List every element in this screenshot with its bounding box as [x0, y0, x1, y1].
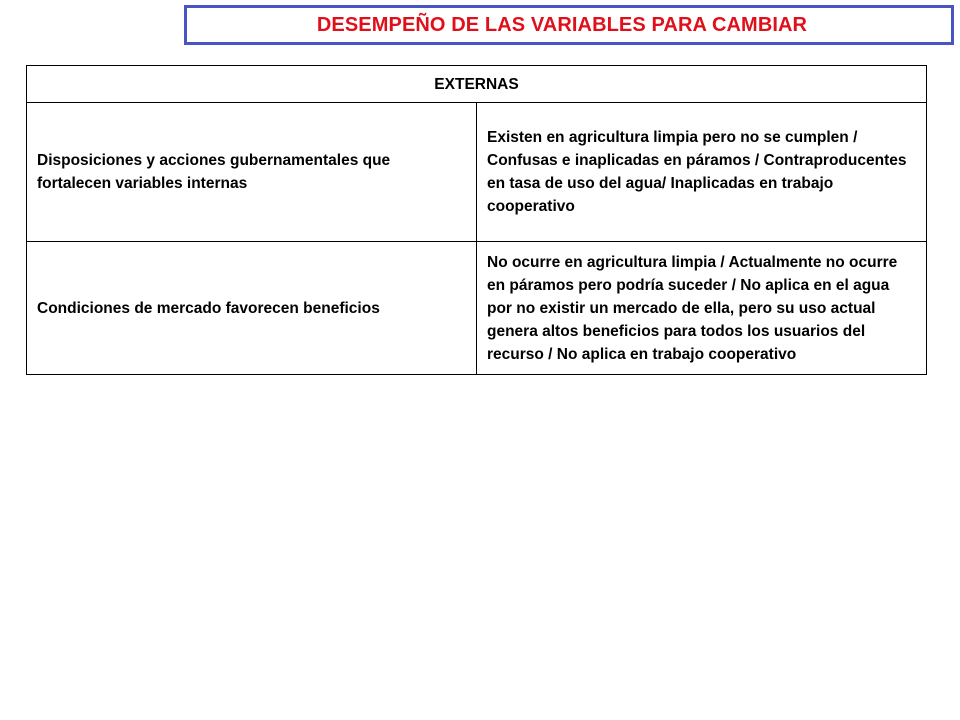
variable-cell: Condiciones de mercado favorecen beneficios [27, 242, 477, 375]
variable-cell: Disposiciones y acciones gubernamentales que fortalecen variables internas [27, 103, 477, 242]
slide-title-box [184, 5, 954, 45]
table-header-externas: EXTERNAS [27, 66, 927, 103]
table-header-row [27, 66, 927, 103]
table-row [27, 103, 927, 242]
table-row [27, 242, 927, 375]
variables-table [26, 65, 927, 375]
description-cell: No ocurre en agricultura limpia / Actualmente no ocurre en páramos pero podría suceder / No aplica en el agua por no existir un mercado de ella, pero su uso actual genera altos beneficios para todos los usuarios del recurso / No aplica en trabajo cooperativo [477, 242, 927, 375]
description-cell: Existen en agricultura limpia pero no se cumplen / Confusas e inaplicadas en páramos / Contraproducentes en tasa de uso del agua/ Inaplicadas en trabajo cooperativo [477, 103, 927, 242]
slide-title: DESEMPEÑO DE LAS VARIABLES PARA CAMBIAR [316, 13, 808, 36]
